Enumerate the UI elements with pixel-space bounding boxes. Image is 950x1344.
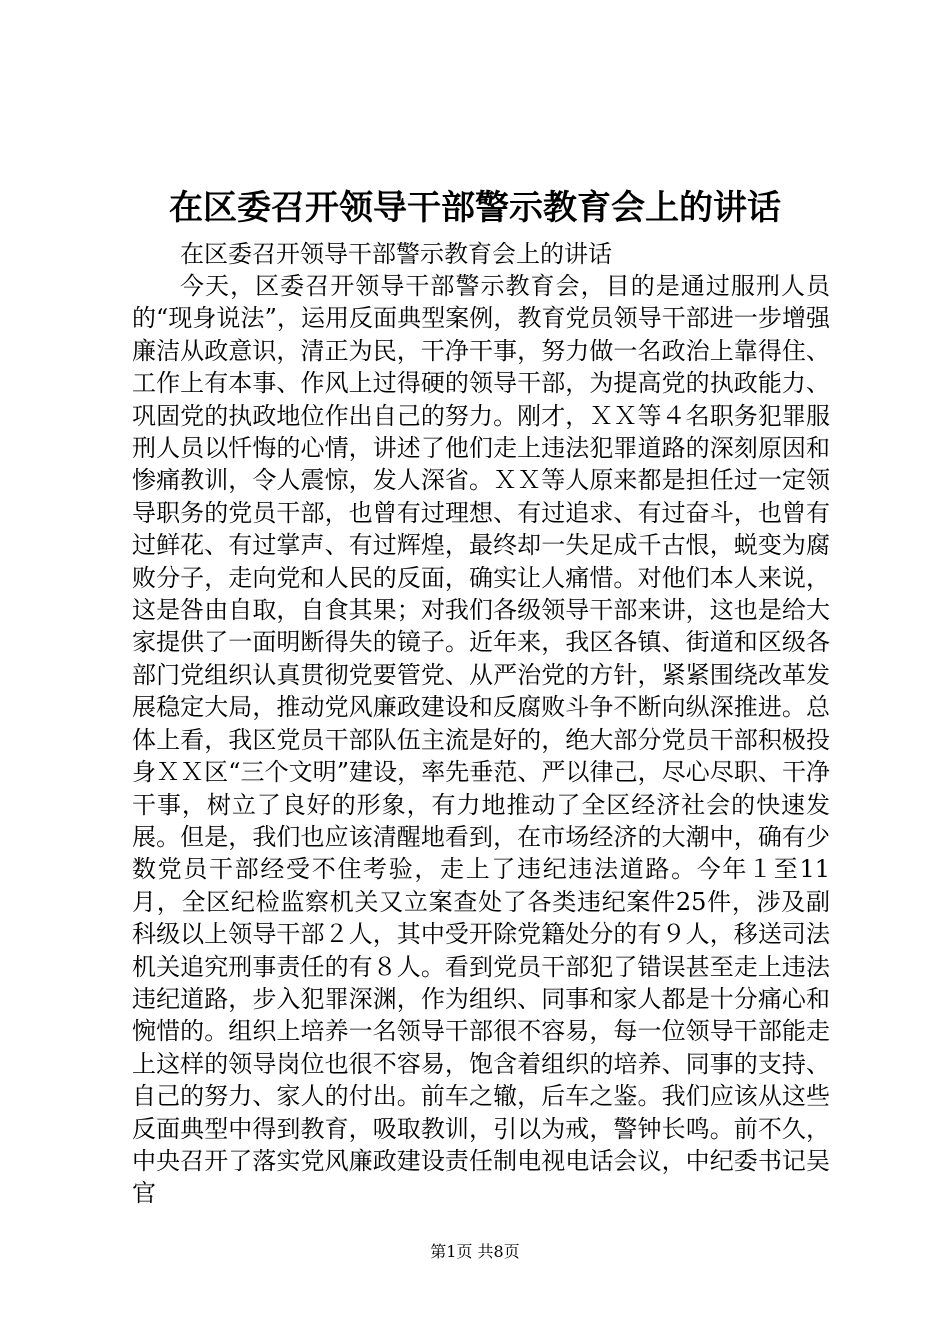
document-title: 在区委召开领导干部警示教育会上的讲话: [169, 188, 781, 228]
document-body-paragraph: 今天，区委召开领导干部警示教育会，目的是通过服刑人员的“现身说法”，运用反面典型案例，教育党员领导干部进一步增强廉洁从政意识，清正为民，干净干事，努力做一名政治上靠得住、工作上有本事、作风上过得硬的领导干部，为提高党的执政能力、巩固党的执政地位作出自己的努力。刚才，ＸＸ等４名职务犯罪服刑人员以忏悔的心情，讲述了他们走上违法犯罪道路的深刻原因和惨痛教训，令人震惊，发人深省。ＸＸ等人原来都是担任过一定领导职务的党员干部，也曾有过理想、有过追求、有过奋斗，也曾有过鲜花、有过掌声、有过辉煌，最终却一失足成千古恨，蜕变为腐败分子，走向党和人民的反面，确实让人痛惜。对他们本人来说，这是咎由自取，自食其果；对我们各级领导干部来讲，这也是给大家提供了一面明断得失的镜子。近年来，我区各镇、街道和区级各部门党组织认真贯彻党要管党、从严治党的方针，紧紧围绕改革发展稳定大局，推动党风廉政建设和反腐败斗争不断向纵深推进。总体上看，我区党员干部队伍主流是好的，绝大部分党员干部积极投身ＸＸ区“三个文明”建设，率先垂范、严以律己，尽心尽职、干净干事，树立了良好的形象，有力地推动了全区经济社会的快速发展。但是，我们也应该清醒地看到，在市场经济的大潮中，确有少数党员干部经受不住考验，走上了违纪违法道路。今年１至11月，全区纪检监察机关又立案查处了各类违纪案件25件，涉及副科级以上领导干部２人，其中受开除党籍处分的有９人，移送司法机关追究刑事责任的有８人。看到党员干部犯了错误甚至走上违法违纪道路，步入犯罪深渊，作为组织、同事和家人都是十分痛心和惋惜的。组织上培养一名领导干部很不容易，每一位领导干部能走上这样的领导岗位也很不容易，饱含着组织的培养、同事的支持、自己的努力、家人的付出。前车之辙，后车之鉴。我们应该从这些反面典型中得到教育，吸取教训，引以为戒，警钟长鸣。前不久，中央召开了落实党风廉政建设责任制电视电话会议，中纪委书记吴官: [132, 272, 830, 1208]
document-subtitle: 在区委召开领导干部警示教育会上的讲话: [180, 240, 612, 268]
page-number-footer: 第1页 共8页: [430, 1242, 520, 1261]
